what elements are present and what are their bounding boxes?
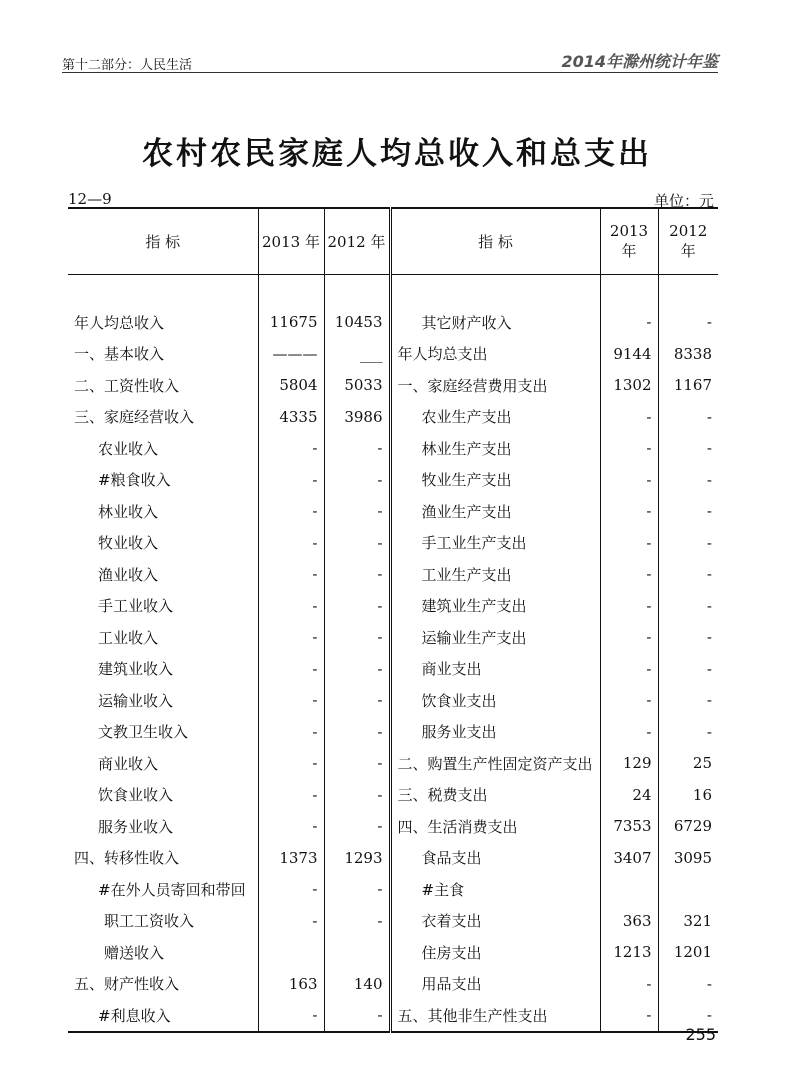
value-2013-right: 129 (600, 748, 658, 780)
table-row (68, 874, 718, 906)
value-2013-left: - (258, 874, 324, 906)
unit-label: 单位：元 (653, 192, 714, 210)
value-2013-left: - (258, 811, 324, 843)
value-2012-right (658, 874, 718, 906)
value-2013-right: - (600, 653, 658, 685)
row-label-left: 林业收入 (98, 502, 159, 521)
row-label-left: 三、家庭经营收入 (74, 408, 195, 427)
row-label-right: 用品支出 (390, 968, 600, 1000)
value-2013-left: - (258, 590, 324, 622)
table-row (68, 622, 718, 654)
value-2013-right: - (600, 307, 658, 339)
row-label-left: 工业收入 (98, 628, 159, 647)
value-2012-right: 16 (658, 779, 718, 811)
value-2013-right: 1302 (600, 370, 658, 402)
row-label-left: 牧业收入 (98, 534, 159, 553)
row-label-right: 食品支出 (390, 842, 600, 874)
value-2013-left (258, 937, 324, 969)
row-label-right: 工业生产支出 (390, 559, 600, 591)
table-row (68, 748, 718, 780)
value-2012-right: 8338 (658, 338, 718, 370)
value-2012-left: 140 (324, 968, 390, 1000)
value-2013-right (600, 874, 658, 906)
row-label-left: 五、财产性收入 (74, 975, 180, 994)
value-2012-right: - (658, 559, 718, 591)
value-2013-right: - (600, 527, 658, 559)
value-2012-left: 10453 (324, 307, 390, 339)
value-2013-left: - (258, 433, 324, 465)
value-2012-right: - (658, 401, 718, 433)
value-2013-right: 24 (600, 779, 658, 811)
value-2013-right: - (600, 559, 658, 591)
row-label-left: 服务业收入 (98, 817, 174, 836)
table-row (68, 716, 718, 748)
table-code: 12—9 (68, 190, 112, 208)
value-2013-right: - (600, 496, 658, 528)
value-2012-left: - (324, 716, 390, 748)
value-2013-left: - (258, 1000, 324, 1033)
table-row (68, 559, 718, 591)
row-label-right: 五、其他非生产性支出 (390, 1000, 600, 1033)
table-row (68, 811, 718, 843)
value-2013-left: 1373 (258, 842, 324, 874)
row-label-right: 二、购置生产性固定资产支出 (390, 748, 600, 780)
row-label-left: 二、工资性收入 (74, 376, 180, 395)
table-row (68, 590, 718, 622)
row-label-right: #主食 (390, 874, 600, 906)
value-2012-left: - (324, 748, 390, 780)
row-label-right: 饮食业支出 (390, 685, 600, 717)
row-label-left: 渔业收入 (98, 565, 159, 584)
table-row (68, 338, 718, 370)
table-row (68, 842, 718, 874)
value-2013-right: - (600, 590, 658, 622)
value-2012-left: - (324, 779, 390, 811)
row-label-left: 手工业收入 (98, 597, 174, 616)
table-row (68, 527, 718, 559)
section-header: 第十二部分：人民生活 (62, 58, 193, 73)
value-2012-left (324, 937, 390, 969)
value-2012-right: 1201 (658, 937, 718, 969)
value-2012-left: - (324, 622, 390, 654)
value-2012-left: - (324, 464, 390, 496)
row-label-right: 手工业生产支出 (390, 527, 600, 559)
row-label-right: 年人均总支出 (390, 338, 600, 370)
table-row (68, 905, 718, 937)
value-2013-left: 11675 (258, 307, 324, 339)
col-header-indicator-left: 指 标 (68, 208, 258, 275)
value-2013-right: 1213 (600, 937, 658, 969)
value-2012-left: 1293 (324, 842, 390, 874)
value-2013-right: - (600, 622, 658, 654)
row-label-right: 建筑业生产支出 (390, 590, 600, 622)
statistics-table (68, 207, 718, 1033)
value-2013-left: - (258, 653, 324, 685)
table-row (68, 779, 718, 811)
value-2012-right: - (658, 685, 718, 717)
value-2013-left: - (258, 559, 324, 591)
table-row (68, 1000, 718, 1033)
value-2013-right: - (600, 1000, 658, 1033)
value-2012-left: - (324, 811, 390, 843)
value-2012-left: - (324, 433, 390, 465)
value-2012-right: 1167 (658, 370, 718, 402)
value-2013-left: - (258, 779, 324, 811)
table-row (68, 370, 718, 402)
value-2012-right: 321 (658, 905, 718, 937)
row-label-left: #粮食收入 (98, 471, 171, 490)
row-label-right: 商业支出 (390, 653, 600, 685)
row-label-right: 衣着支出 (390, 905, 600, 937)
row-label-left: 一、基本收入 (74, 345, 165, 364)
table-row (68, 433, 718, 465)
row-label-right: 农业生产支出 (390, 401, 600, 433)
table-row (68, 464, 718, 496)
value-2013-right: - (600, 464, 658, 496)
value-2012-right: - (658, 433, 718, 465)
value-2012-right: - (658, 1000, 718, 1033)
table-row (68, 653, 718, 685)
row-label-left: 建筑业收入 (98, 660, 174, 679)
value-2013-right: - (600, 401, 658, 433)
row-label-right: 四、生活消费支出 (390, 811, 600, 843)
value-2013-right: - (600, 433, 658, 465)
value-2013-right: 3407 (600, 842, 658, 874)
value-2013-left: - (258, 716, 324, 748)
table-row (68, 937, 718, 969)
value-2012-right: - (658, 590, 718, 622)
value-2012-right: - (658, 968, 718, 1000)
value-2013-left: - (258, 685, 324, 717)
row-label-left: #在外人员寄回和带回 (98, 880, 246, 899)
value-2013-right: 9144 (600, 338, 658, 370)
row-label-right: 林业生产支出 (390, 433, 600, 465)
value-2013-right: - (600, 968, 658, 1000)
row-label-left: 四、转移性收入 (74, 849, 180, 868)
row-label-left: 赠送收入 (104, 943, 165, 962)
page-title: 农村农民家庭人均总收入和总支出 (142, 136, 652, 172)
value-2012-right: - (658, 622, 718, 654)
value-2013-left: - (258, 905, 324, 937)
value-2013-left: - (258, 527, 324, 559)
value-2013-left: - (258, 496, 324, 528)
row-label-left: 文教卫生收入 (98, 723, 189, 742)
header-rule (62, 72, 718, 73)
value-2012-left: - (324, 496, 390, 528)
value-2013-right: 7353 (600, 811, 658, 843)
row-label-right: 三、税费支出 (390, 779, 600, 811)
col-header-2012-right: 2012 年 (658, 208, 718, 275)
row-label-right: 其它财产收入 (390, 307, 600, 339)
table-row (68, 685, 718, 717)
row-label-left: 运输业收入 (98, 691, 174, 710)
value-2012-left: 3986 (324, 401, 390, 433)
value-2013-left: 163 (258, 968, 324, 1000)
value-2012-left: 5033 (324, 370, 390, 402)
value-2012-right: 6729 (658, 811, 718, 843)
table-row (68, 496, 718, 528)
col-header-indicator-right: 指 标 (390, 208, 600, 275)
value-2012-right: 3095 (658, 842, 718, 874)
row-label-right: 服务业支出 (390, 716, 600, 748)
value-2012-left: ___ (324, 338, 390, 370)
yearbook-title: 2014年滁州统计年鉴 (561, 52, 718, 71)
value-2012-right: - (658, 716, 718, 748)
value-2013-left: ——— (258, 338, 324, 370)
row-label-right: 牧业生产支出 (390, 464, 600, 496)
value-2012-left: - (324, 527, 390, 559)
col-header-2013-left: 2013 年 (258, 208, 324, 275)
value-2013-right: - (600, 685, 658, 717)
table-row (68, 401, 718, 433)
table-header-row (68, 208, 718, 275)
value-2012-right: - (658, 307, 718, 339)
value-2013-left: - (258, 748, 324, 780)
value-2012-left: - (324, 590, 390, 622)
row-label-left: 职工工资收入 (104, 912, 195, 931)
value-2013-left: 4335 (258, 401, 324, 433)
value-2013-right: - (600, 716, 658, 748)
value-2012-right: - (658, 496, 718, 528)
row-label-right: 渔业生产支出 (390, 496, 600, 528)
row-label-left: #利息收入 (68, 1000, 258, 1033)
row-label-right: 一、家庭经营费用支出 (390, 370, 600, 402)
row-label-left: 饮食业收入 (98, 786, 174, 805)
value-2013-left: - (258, 464, 324, 496)
row-label-left: 商业收入 (98, 754, 159, 773)
value-2012-left: - (324, 653, 390, 685)
value-2012-right: - (658, 527, 718, 559)
value-2012-right: 25 (658, 748, 718, 780)
value-2012-left: - (324, 685, 390, 717)
value-2012-right: - (658, 464, 718, 496)
page-number: 255 (685, 1025, 716, 1044)
value-2012-left: - (324, 1000, 390, 1033)
value-2012-left: - (324, 559, 390, 591)
table-row (68, 307, 718, 339)
value-2012-right: - (658, 653, 718, 685)
value-2013-left: - (258, 622, 324, 654)
spacer-row (68, 275, 718, 307)
row-label-left: 农业收入 (98, 439, 159, 458)
value-2013-left: 5804 (258, 370, 324, 402)
row-label-right: 住房支出 (390, 937, 600, 969)
row-label-right: 运输业生产支出 (390, 622, 600, 654)
value-2012-left: - (324, 905, 390, 937)
value-2013-right: 363 (600, 905, 658, 937)
table-row (68, 968, 718, 1000)
value-2012-left: - (324, 874, 390, 906)
col-header-2013-right: 2013 年 (600, 208, 658, 275)
col-header-2012-left: 2012 年 (324, 208, 390, 275)
row-label-left: 年人均总收入 (74, 313, 165, 332)
